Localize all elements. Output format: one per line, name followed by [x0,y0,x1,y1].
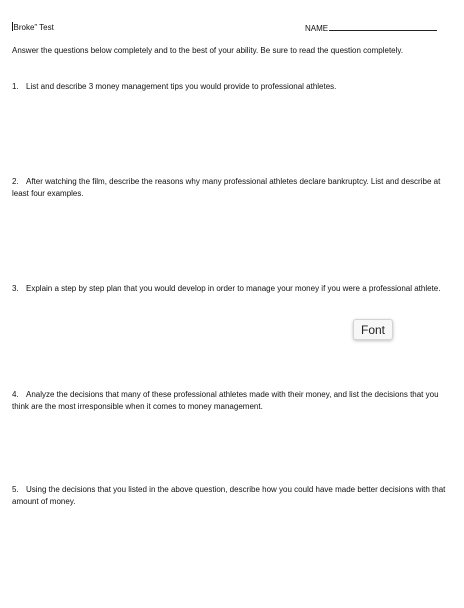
question-text: After watching the film, describe the reasons why many professional athletes declare bankruptcy. List and describe at least four examples. [12,177,441,198]
header-row [12,22,444,34]
question-4 [12,389,452,413]
question-text: Analyze the decisions that many of these professional athletes made with their money, and list the decisions that you think are the most irresponsible when it comes to money management. [12,390,439,411]
question-text: Using the decisions that you listed in the above question, describe how you could have made better decisions with that amount of money. [12,485,446,506]
question-text: List and describe 3 money management tips you would provide to professional athletes. [26,82,337,91]
name-blank-line[interactable] [329,22,437,31]
question-2 [12,176,452,200]
question-text: Explain a step by step plan that you would develop in order to manage your money if you were a professional athlete. [26,284,441,293]
question-number: 5. [12,485,19,494]
question-number: 3. [12,284,19,293]
instructions-text: Answer the questions below completely and to the best of your ability. Be sure to read the question completely. [12,46,404,55]
document-title-line [12,22,54,34]
question-number: 2. [12,177,19,186]
name-label: NAME [305,24,329,33]
question-number: 4. [12,390,19,399]
question-number: 1. [12,82,19,91]
name-field[interactable] [305,22,437,35]
question-3 [12,283,452,295]
question-5 [12,484,452,508]
document-title: Broke” Test [13,23,54,32]
font-tooltip-button[interactable]: Font [353,319,393,340]
question-1 [12,81,452,93]
